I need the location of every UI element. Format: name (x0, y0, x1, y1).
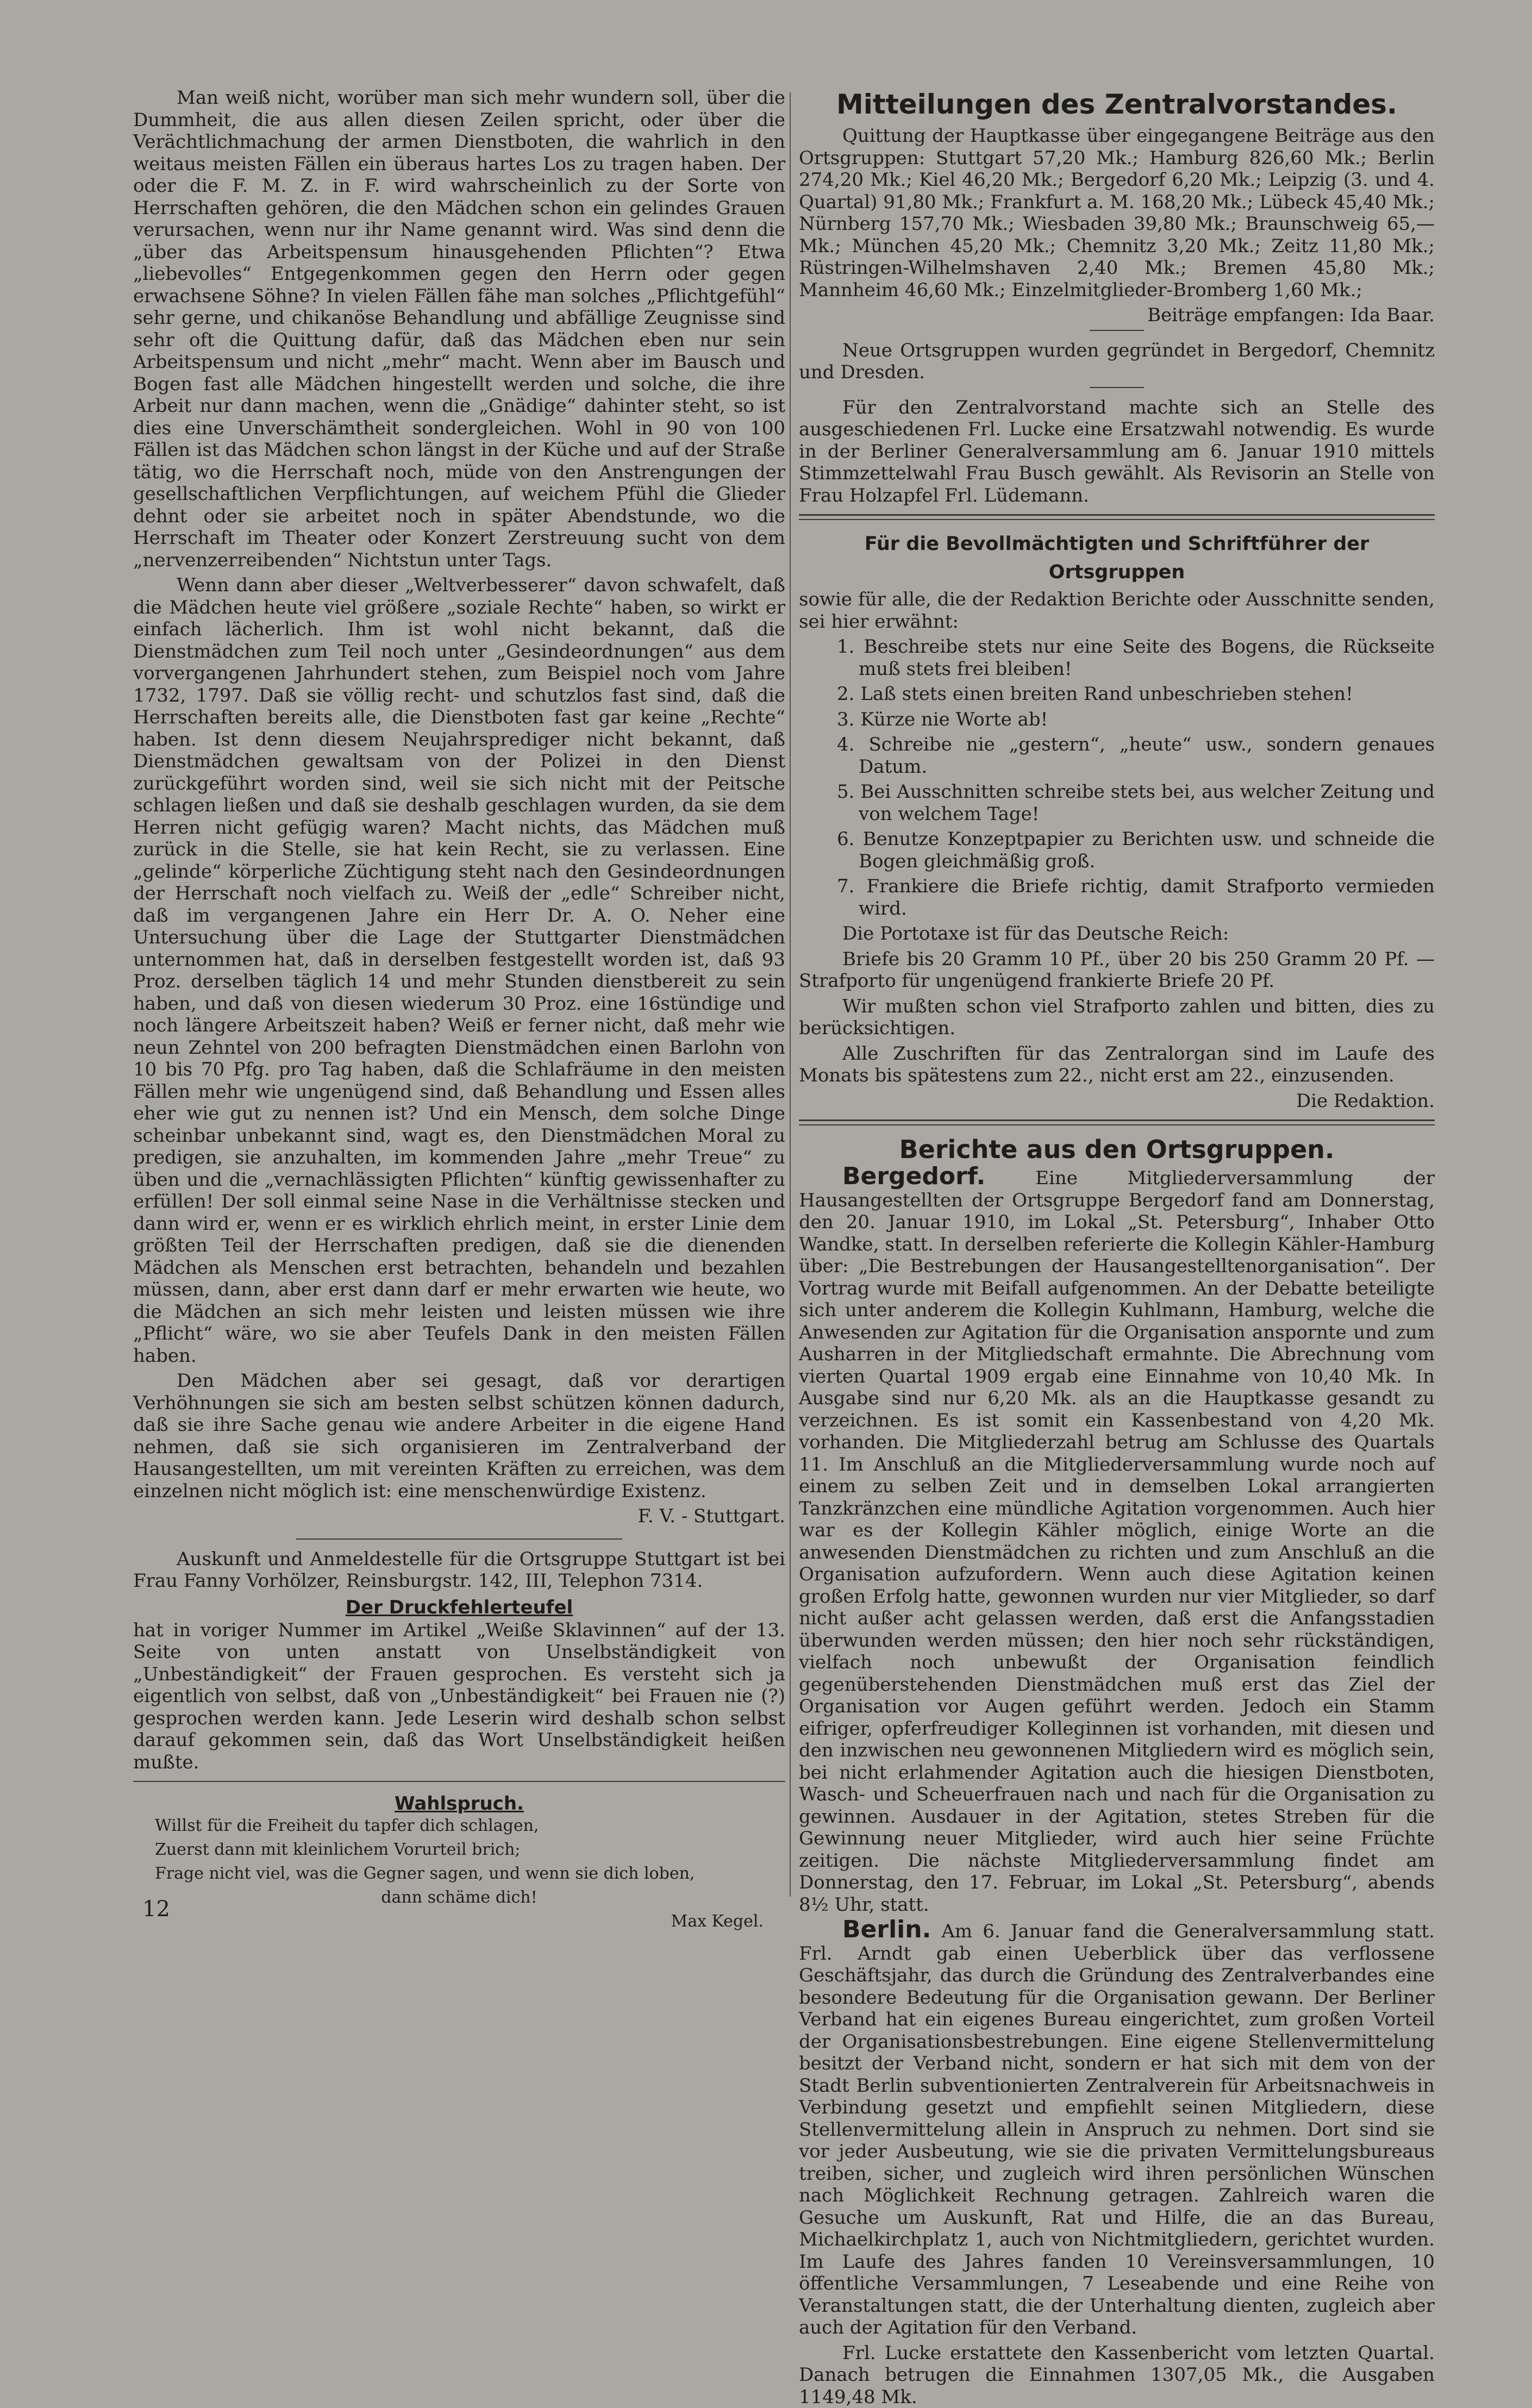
reports-title: Berichte aus den Ortsgruppen. (799, 1135, 1435, 1164)
short-divider (1090, 387, 1144, 388)
page-number: 12 (142, 1897, 170, 1922)
short-divider (1090, 330, 1144, 331)
motto-line-4: dann schäme dich! (155, 1887, 764, 1908)
delegates-intro: sowie für alle, die der Redaktion Berichte oder Ausschnitte senden, sei hier erwähnt: (799, 589, 1435, 633)
list-item: 7. Frankiere die Briefe richtig, damit Strafporto vermieden wird. (837, 875, 1435, 920)
list-item: 5. Bei Ausschnitten schreibe stets bei, aus welcher Zeitung und von welchem Tage! (837, 781, 1435, 825)
list-item: 6. Benutze Konzeptpapier zu Berichten usw. und schneide die Bogen gleichmäßig groß. (837, 828, 1435, 872)
motto-line-3: Frage nicht viel, was die Gegner sagen, und wenn sie dich loben, (155, 1863, 764, 1884)
report-berlin-2: Frl. Lucke erstattete den Kassenbericht vom letzten Quartal. Danach betrugen die Einnahmen 1307,05 Mk., die Ausgaben 1149,48 Mk. (799, 2342, 1435, 2408)
report-berlin (799, 1919, 1435, 2339)
article-paragraph-1: Man weiß nicht, worüber man sich mehr wundern soll, über die Dummheit, die aus allen diesen Zeilen spricht, oder über die Verächtlichmachung der armen Dienstboten, die wahrlich in den weitaus meisten Fällen ein überaus hartes Los zu tragen haben. Der oder die F. M. Z. in F. wird wahrscheinlich zu der Sorte von Herrschaften gehören, die den Mädchen schon ein gelindes Grauen verursachen, wenn nur ihr Name genannt wird. Was sind denn die „über das Arbeitspensum hinausgehenden Pflichten“? Etwa „liebevolles“ Entgegenkommen gegen den Herrn oder gegen erwachsene Söhne? In vielen Fällen fähe man solches „Pflichtgefühl“ sehr gerne, und chikanöse Behandlung und abfällige Zeugnisse sind sehr oft die Quittung dafür, daß das Mädchen eben nur sein Arbeitspensum und nicht „mehr“ macht. Wenn aber im Bausch und Bogen fast alle Mädchen hingestellt werden und solche, die ihre Arbeit nur dann machen, wenn die „Gnädige“ dahinter steht, so ist dies eine Unverschämtheit sondergleichen. Wohl in 90 von 100 Fällen ist das Mädchen schon längst in der Küche und auf der Straße tätig, wo die Herrschaft noch, müde von den Anstrengungen der gesellschaftlichen Verpflichtungen, auf weichem Pfühl die Glieder dehnt oder sie arbeitet noch in später Abendstunde, wo die Herrschaft im Theater oder Konzert Zerstreuung sucht von dem „nervenzerreibenden“ Nichtstun unter Tags. (133, 87, 785, 571)
druckfehler-title: Der Druckfehlerteufel (133, 1596, 785, 1619)
motto-title: Wahlspruch. (155, 1792, 764, 1816)
article-paragraph-3: Den Mädchen aber sei gesagt, daß vor derartigen Verhöhnungen sie sich am besten selbst schützen können dadurch, daß sie ihre Sache genau wie andere Arbeiter in die eigene Hand nehmen, daß sie sich organisieren im Zentralverband der Hausangestellten, um mit vereinten Kräften zu erreichen, was dem einzelnen nicht möglich ist: eine menschenwürdige Existenz. (133, 1370, 785, 1502)
list-item: 1. Beschreibe stets nur eine Seite des Bogens, die Rückseite muß stets frei bleiben! (837, 636, 1435, 680)
motto-line-1: Willst für die Freiheit du tapfer dich schlagen, (155, 1816, 764, 1836)
report-text-bergedorf: Eine Mitgliederversammlung der Hausangestellten der Ortsgruppe Bergedorf fand am Donnerstag, den 20. Januar 1910, im Lokal „St. Petersburg“, Inhaber Otto Wandke, statt. In derselben referierte die Kollegin Kähler-Hamburg über: „Die Bestrebungen der Hausangestelltenorganisation“. Der Vortrag wurde mit Beifall aufgenommen. An der Debatte beteiligte sich unter anderem die Kollegin Kuhlmann, Hamburg, welche die Anwesenden zur Agitation für die Organisation anspornte und zum Ausharren in der Mitgliedschaft ermahnte. Die Abrechnung vom vierten Quartal 1909 ergab eine Einnahme von 10,40 Mk. In Ausgabe sind nur 6,20 Mk. als an die Hauptkasse gesandt zu verzeichnen. Es ist somit ein Kassenbestand von 4,20 Mk. vorhanden. Die Mitgliederzahl betrug am Schlusse des Quartals 11. Im Anschluß an die Mitgliederversammlung wurde noch auf einem zu selben Zeit und in demselben Lokal arrangierten Tanzkränzchen eine mündliche Agitation vorgenommen. Auch hier war es der Kollegin Kähler möglich, einige Worte an die anwesenden Dienstmädchen zu richten und zum Anschluß an die Organisation aufzufordern. Wenn auch diese Agitation keinen großen Erfolg hatte, gewonnen wurden nur vier Mitglieder, so darf nicht außer acht gelassen werden, daß erst die Anfangsstadien überwunden werden müssen; den hier noch sehr rückständigen, vielfach noch unbewußt der Organisation feindlich gegenüberstehenden Dienstmädchen muß erst das Ziel der Organisation vor Augen geführt werden. Jedoch ein Stamm eifriger, opferfreudiger Kolleginnen ist vorhanden, mit diesen und den inzwischen neu gewonnenen Mitgliedern wird es möglich sein, bei nicht erlahmender Agitation auch die hiesigen Dienstboten, Wasch- und Scheuerfrauen nach und nach für die Organisation zu gewinnen. Ausdauer in der Agitation, stetes Streben für die Gewinnung neuer Mitglieder, wird auch hier seine Früchte zeitigen. Die nächste Mitgliederversammlung findet am Donnerstag, den 17. Februar, im Lokal „St. Petersburg“, abends 8½ Uhr, statt. (799, 1167, 1435, 1916)
rules-list (799, 636, 1435, 920)
report-bergedorf (799, 1166, 1435, 1916)
section-divider (799, 1119, 1435, 1125)
postage-line-1: Die Portotaxe ist für das Deutsche Reich: (799, 923, 1435, 945)
election-text: Für den Zentralvorstand machte sich an Stelle des ausgeschiedenen Frl. Lucke eine Ersatzwahl notwendig. Es wurde in der Berliner Generalversammlung am 6. Januar 1910 mittels Stimmzettelwahl Frau Busch gewählt. Als Revisorin an Stelle von Frau Holzapfel Frl. Lüdemann. (799, 397, 1435, 507)
redaktion-signature: Die Redaktion. (799, 1090, 1435, 1112)
article-signature: F. V. - Stuttgart. (133, 1505, 785, 1528)
motto-box (155, 1792, 764, 1932)
new-groups-text: Neue Ortsgruppen wurden gegründet in Bergedorf, Chemnitz und Dresden. (799, 340, 1435, 384)
column-divider (790, 92, 791, 1897)
notice-stuttgart: Auskunft und Anmeldestelle für die Ortsgruppe Stuttgart ist bei Frau Fanny Vorhölzer, Reinsburgstr. 142, III, Telephon 7314. (133, 1548, 785, 1592)
section-divider (133, 1781, 785, 1782)
druckfehler-text: hat in voriger Nummer im Artikel „Weiße Sklavinnen“ auf der 13. Seite von unten anstatt von Unselbständigkeit von „Unbeständigkeit“ der Frauen gesprochen. Es versteht sich ja eigentlich von selbst, daß von „Unbeständigkeit“ bei Frauen nie (?) gesprochen werden kann. Jede Leserin wird deshalb schon selbst darauf gekommen sein, daß das Wort Unselbständigkeit heißen mußte. (133, 1619, 785, 1774)
strafporto-note: Wir mußten schon viel Strafporto zahlen und bitten, dies zu berücksichtigen. (799, 996, 1435, 1040)
article-paragraph-2: Wenn dann aber dieser „Weltverbesserer“ davon schwafelt, daß die Mädchen heute viel größere „soziale Rechte“ haben, so wirkt er einfach lächerlich. Ihm ist wohl nicht bekannt, daß die Dienstmädchen zum Teil noch unter „Gesindeordnungen“ aus dem vorvergangenen Jahrhundert stehen, zum Beispiel noch vom Jahre 1732, 1797. Daß sie völlig recht- und schutzlos fast sind, daß die Herrschaften bereits alle, die Dienstboten fast gar keine „Rechte“ haben. Ist denn diesem Neujahrsprediger nicht bekannt, daß Dienstmädchen gewaltsam von der Polizei in den Dienst zurückgeführt worden sind, weil sie sich nicht mit der Peitsche schlagen ließen und daß sie deshalb geschlagen wurden, da sie dem Herren nicht gefügig waren? Macht nichts, das Mädchen muß zurück in die Stelle, sie hat kein Recht, sie zu verlassen. Eine „gelinde“ körperliche Züchtigung steht nach den Gesindeordnungen der Herrschaft noch vielfach zu. Weiß der „edle“ Schreiber nicht, daß im vergangenen Jahre ein Herr Dr. A. O. Neher eine Untersuchung über die Lage der Stuttgarter Dienstmädchen unternommen hat, daß in derselben festgestellt worden ist, daß 93 Proz. derselben täglich 14 und mehr Stunden dienstbereit zu sein haben, und daß von diesen wiederum 30 Proz. eine 16stündige und noch längere Arbeitszeit haben? Weiß er ferner nicht, daß mehr wie neun Zehntel von 200 befragten Dienstmädchen einen Barlohn von 10 bis 70 Pfg. pro Tag haben, daß die Schlafräume in den meisten Fällen mehr wie ungenügend sind, daß Behandlung und Essen alles eher wie gut zu nennen ist? Und ein Mensch, dem solche Dinge scheinbar unbekannt sind, wagt es, den Dienstmädchen Moral zu predigen, sie anzuhalten, im kommenden Jahre „mehr Treue“ zu üben und die „vernachlässigten Pflichten“ künftig gewissenhafter zu erfüllen! Der soll einmal seine Nase in die Verhältnisse stecken und dann wird er, wenn er es wirklich ehrlich meint, in erster Linie dem größten Teil der Herrschaften predigen, daß sie die dienenden Mädchen als Menschen erst betrachten, behandeln und bezahlen müssen, dann, aber erst dann darf er mehr erwarten wie heute, wo die Mädchen an sich mehr leisten und leisten müssen wie ihre „Pflicht“ wäre, wo sie aber Teufels Dank in den meisten Fällen haben. (133, 574, 785, 1367)
report-lead-bergedorf: Bergedorf. (842, 1162, 985, 1190)
section-divider (296, 1538, 622, 1540)
deadline-note: Alle Zuschriften für das Zentralorgan sind im Laufe des Monats bis spätestens zum 22., nicht erst am 22., einzusenden. (799, 1043, 1435, 1087)
receipt-text: Quittung der Hauptkasse über eingegangene Beiträge aus den Ortsgruppen: Stuttgart 57,20 Mk.; Hamburg 826,60 Mk.; Berlin 274,20 Mk.; Kiel 46,20 Mk.; Bergedorf 6,20 Mk.; Leipzig (3. und 4. Quartal) 91,80 Mk.; Frankfurt a. M. 168,20 Mk.; Lübeck 45,40 Mk.; Nürnberg 157,70 Mk.; Wiesbaden 39,80 Mk.; Braunschweig 65,— Mk.; München 45,20 Mk.; Chemnitz 3,20 Mk.; Zeitz 11,80 Mk.; Rüstringen-Wilhelmshaven 2,40 Mk.; Bremen 45,80 Mk.; Mannheim 46,60 Mk.; Einzelmitglieder-Bromberg 1,60 Mk.; (799, 125, 1435, 301)
list-item: 3. Kürze nie Worte ab! (837, 709, 1435, 731)
motto-author: Max Kegel. (155, 1911, 764, 1932)
list-item: 2. Laß stets einen breiten Rand unbeschrieben stehen! (837, 683, 1435, 705)
postage-line-2: Briefe bis 20 Gramm 10 Pf., über 20 bis 250 Gramm 20 Pf. — Strafporto für ungenügend frankierte Briefe 20 Pf. (799, 948, 1435, 992)
motto-line-2: Zuerst dann mit kleinlichem Vorurteil brich; (155, 1840, 764, 1860)
list-item: 4. Schreibe nie „gestern“, „heute“ usw., sondern genaues Datum. (837, 734, 1435, 778)
central-board-title: Mitteilungen des Zentralvorstandes. (799, 87, 1435, 122)
right-column (799, 87, 1435, 1935)
left-column (133, 87, 785, 1907)
section-divider (799, 514, 1435, 520)
delegates-title: Für die Bevollmächtigten und Schriftführer der Ortsgruppen (799, 530, 1435, 586)
receipt-signature: Beiträge empfangen: Ida Baar. (799, 304, 1435, 327)
report-lead-berlin: Berlin. (842, 1916, 931, 1943)
report-text-berlin: Am 6. Januar fand die Generalversammlung statt. Frl. Arndt gab einen Ueberblick über das verflossene Geschäftsjahr, das durch die Gründung des Zentralverbandes eine besondere Bedeutung für die Organisation gewann. Der Berliner Verband hat ein eigenes Bureau eingerichtet, zum großen Vorteil der Organisationsbestrebungen. Eine eigene Stellenvermittelung besitzt der Verband nicht, sondern er hat sich mit dem von der Stadt Berlin subventionierten Zentralverein für Arbeitsnachweis in Verbindung gesetzt und empfiehlt seinen Mitgliedern, diese Stellenvermittelung allein in Anspruch zu nehmen. Dort sind sie vor jeder Ausbeutung, wie sie die privaten Vermittelungsbureaus treiben, sicher, und zugleich wird ihren persönlichen Wünschen nach Möglichkeit Rechnung getragen. Zahlreich waren die Gesuche um Auskunft, Rat und Hilfe, die an das Bureau, Michaelkirchplatz 1, auch von Nichtmitgliedern, gerichtet wurden. Im Laufe des Jahres fanden 10 Vereinsversammlungen, 10 öffentliche Versammlungen, 7 Leseabende und eine Reihe von Veranstaltungen statt, die der Unterhaltung dienten, zugleich aber auch der Agitation für den Verband. (799, 1921, 1435, 2338)
